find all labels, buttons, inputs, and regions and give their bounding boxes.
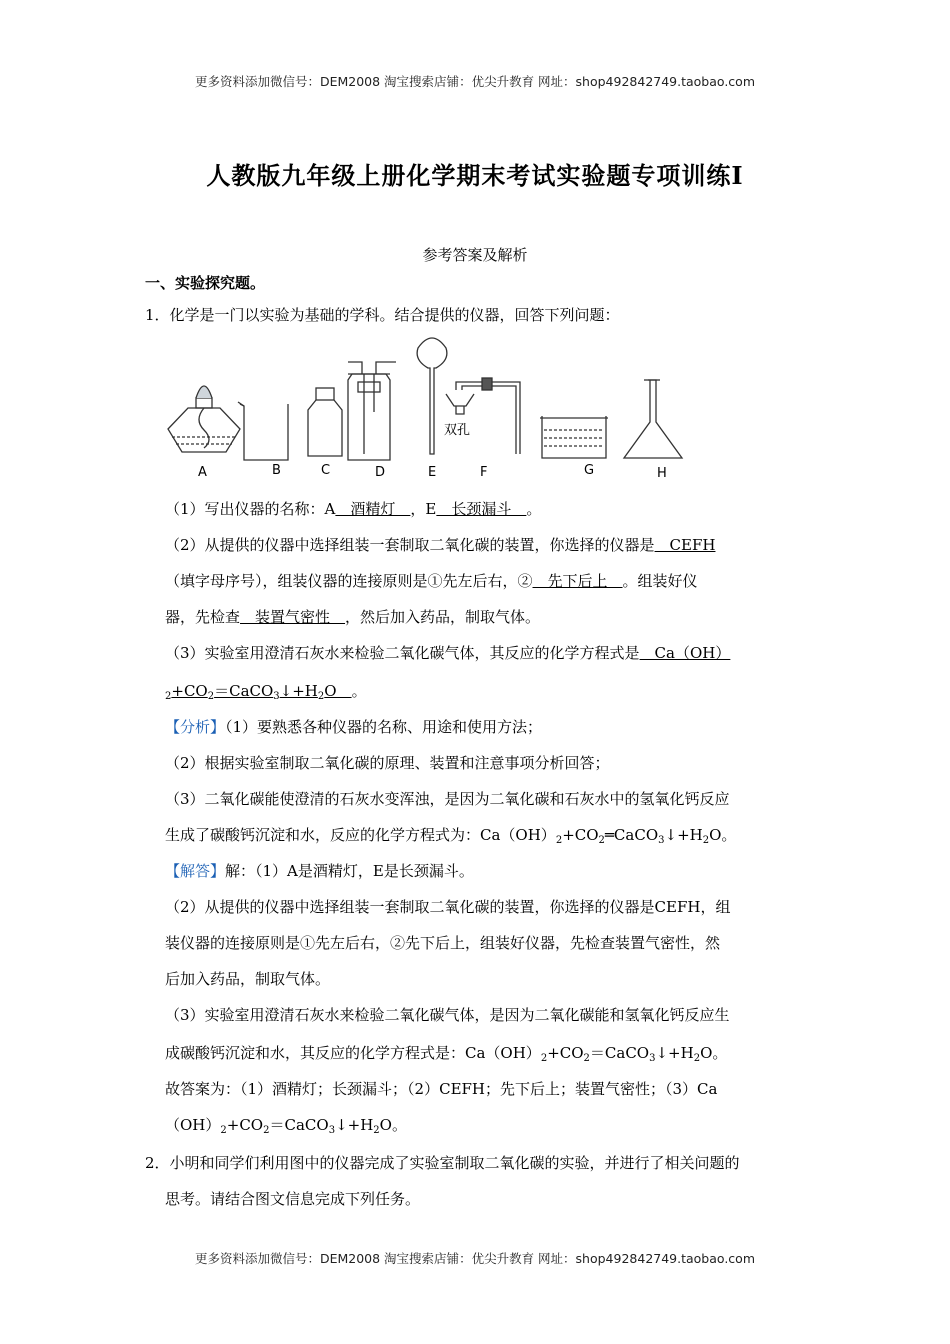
- fig-label-c: C: [321, 463, 331, 478]
- fig-label-b: B: [272, 463, 281, 478]
- final-answer-line1: 故答案为：（1）酒精灯；长颈漏斗；（2）CEFH；先下后上；装置气密性；（3）Ca: [165, 1080, 718, 1098]
- double-hole-stopper-icon: [446, 378, 520, 454]
- q1-part2-text4: 器，先检查: [165, 608, 241, 626]
- q1-part1-end: 。: [526, 500, 542, 518]
- answer-line1: [165, 860, 474, 881]
- fig-note-double-hole: 双孔: [444, 423, 471, 438]
- final-answer-equation: $_2+CO_2=CaCO_3↓+H_2O$。: [220, 1116, 407, 1136]
- answer-line2: （2）从提供的仪器中选择组装一套制取二氧化碳的装置，你选择的仪器是CEFH，组: [165, 898, 731, 916]
- wide-mouth-bottle-icon: [308, 388, 342, 456]
- q1-part2-text: （2）从提供的仪器中选择组装一套制取二氧化碳的装置，你选择的仪器是: [165, 536, 655, 554]
- analysis-line3: （3）二氧化碳能使澄清的石灰水变浑浊，是因为二氧化碳和石灰水中的氢氧化钙反应: [165, 790, 730, 808]
- answer-text-3b: 成碳酸钙沉淀和水，其反应的化学方程式是：Ca（OH）: [165, 1044, 541, 1062]
- fig-label-a: A: [198, 465, 207, 480]
- fig-label-d: D: [375, 465, 386, 480]
- analysis-line4: [165, 824, 736, 845]
- q1-part2-text5: ，然后加入药品，制取气体。: [345, 608, 541, 626]
- long-neck-funnel-icon: [417, 338, 447, 454]
- q1-stem: 1．化学是一门以实验为基础的学科。结合提供的仪器，回答下列问题：: [145, 306, 620, 324]
- q1-part3-text: （3）实验室用澄清石灰水来检验二氧化碳气体，其反应的化学方程式是: [165, 644, 640, 662]
- gas-washing-bottle-icon: [348, 362, 396, 460]
- answer-blank-4: 先下后上: [532, 572, 623, 590]
- q2-stem-line1: 2．小明和同学们利用图中的仪器完成了实验室制取二氧化碳的实验，并进行了相关问题的: [145, 1154, 740, 1172]
- answer-blank-1: 酒精灯: [335, 500, 411, 518]
- answer-blank-6: Ca（OH）: [639, 644, 731, 662]
- q1-part1-prefix: （1）写出仪器的名称：A: [165, 500, 336, 518]
- analysis-line2: （2）根据实验室制取二氧化碳的原理、装置和注意事项分析回答；: [165, 754, 610, 772]
- final-answer-text: （OH）: [165, 1116, 221, 1134]
- answer-line5: （3）实验室用澄清石灰水来检验二氧化碳气体，是因为二氧化碳能和氢氧化钙反应生: [165, 1006, 730, 1024]
- analysis-tag: 【分析】: [165, 718, 226, 736]
- answer-blank-2: 长颈漏斗: [436, 500, 527, 518]
- page-title: 人教版九年级上册化学期末考试实验题专项训练Ⅰ: [206, 161, 744, 190]
- analysis-equation: $_2+CO_2═CaCO_3↓+H_2O$。: [555, 826, 737, 846]
- analysis-text-1: （1）要熟悉各种仪器的名称、用途和使用方法；: [225, 718, 543, 736]
- answer-blank-3: CEFH: [654, 536, 716, 554]
- fig-label-f: F: [480, 465, 488, 480]
- q1-part3-line2: [165, 680, 367, 701]
- alcohol-lamp-icon: [168, 386, 240, 452]
- water-trough-icon: [540, 416, 608, 458]
- section-heading: 一、实验探究题。: [145, 274, 266, 292]
- answer-blank-5: 装置气密性: [240, 608, 346, 626]
- q1-part2-line1: [165, 534, 715, 555]
- q1-part2-line2: [165, 570, 698, 591]
- page-footer: 更多资料添加微信号：DEM2008 淘宝搜索店铺：优尖升教育 网址：shop492842749.taobao.com: [194, 1251, 756, 1266]
- q1-part2-text3: 。组装好仪: [622, 572, 698, 590]
- page-header: 更多资料添加微信号：DEM2008 淘宝搜索店铺：优尖升教育 网址：shop492842749.taobao.com: [194, 74, 756, 89]
- answer-tag: 【解答】: [165, 862, 226, 880]
- page-subtitle: 参考答案及解析: [422, 246, 528, 264]
- fig-label-g: G: [584, 463, 595, 478]
- fig-label-e: E: [428, 465, 437, 480]
- fig-label-h: H: [657, 466, 667, 481]
- q1-part3-line1: [165, 642, 730, 663]
- q1-part2-text2: （填字母序号），组装仪器的连接原则是①先左后右，②: [165, 572, 533, 590]
- conical-flask-icon: [624, 380, 682, 458]
- final-answer-line2: [165, 1114, 407, 1135]
- analysis-text-3b: 生成了碳酸钙沉淀和水，反应的化学方程式为：Ca（OH）: [165, 826, 556, 844]
- answer-line4: 后加入药品，制取气体。: [165, 970, 331, 988]
- q2-stem-line2: 思考。请结合图文信息完成下列任务。: [165, 1190, 421, 1208]
- answer-text-1: 解：（1）A是酒精灯，E是长颈漏斗。: [225, 862, 474, 880]
- q1-part2-line3: [165, 606, 540, 627]
- q1-part1-mid: ，E: [410, 500, 437, 518]
- q1-part3-end: 。: [351, 682, 367, 700]
- apparatus-figure: [160, 334, 720, 484]
- answer-line6: [165, 1042, 727, 1063]
- q1-part1: [165, 498, 541, 519]
- answer-equation: $_2+CO_2=CaCO_3↓+H_2O$。: [540, 1044, 728, 1064]
- answer-line3: 装仪器的连接原则是①先左后右，②先下后上，组装好仪器，先检查装置气密性，然: [165, 934, 721, 952]
- beaker-icon: [238, 402, 288, 460]
- answer-blank-6-cont: $_2+CO_2=CaCO_3↓+H_2O$: [165, 682, 352, 702]
- analysis-line1: [165, 716, 542, 737]
